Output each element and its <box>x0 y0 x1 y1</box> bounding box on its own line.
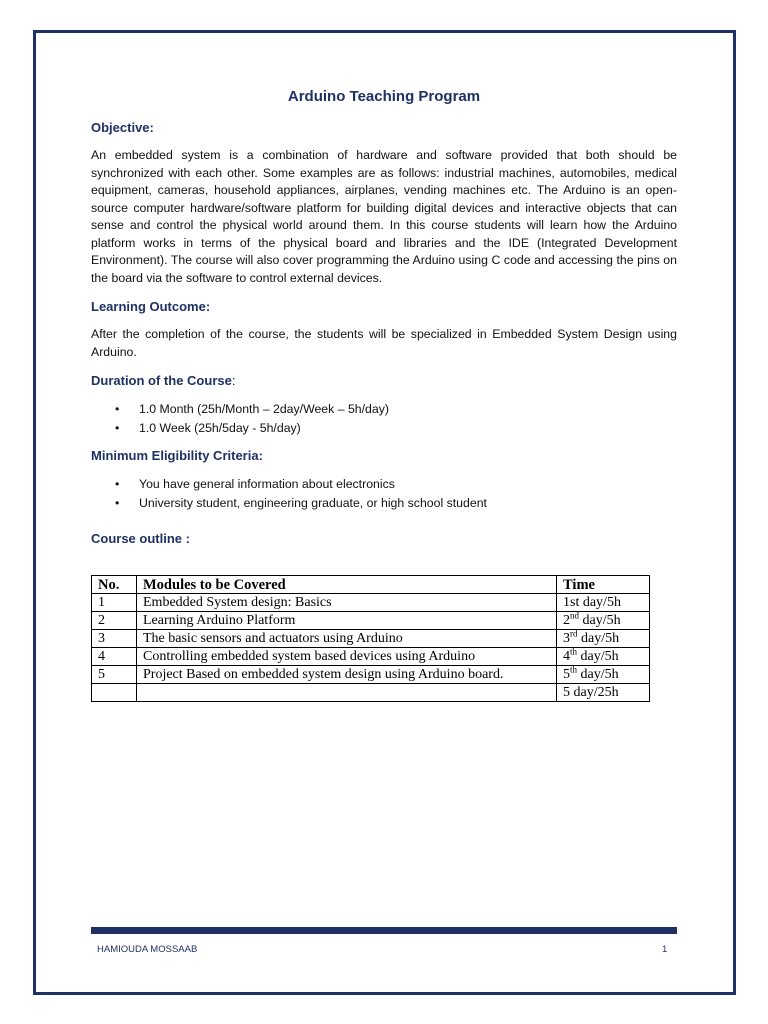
duration-heading-colon: : <box>231 373 236 388</box>
time-number: 2 <box>563 612 570 628</box>
cell-time <box>557 594 650 612</box>
table-row-total <box>92 684 650 702</box>
duration-heading <box>91 373 235 388</box>
time-rest: day/5h <box>579 594 621 610</box>
bullet-icon: • <box>115 495 120 510</box>
column-header-time: Time <box>557 576 650 594</box>
cell-module: Embedded System design: Basics <box>137 594 557 612</box>
time-number: 1st <box>563 594 580 610</box>
list-item <box>115 419 389 438</box>
cell-no: 2 <box>92 612 137 630</box>
cell-time-total <box>557 684 650 702</box>
duration-item-text: 1.0 Week (25h/5day - 5h/day) <box>139 420 301 435</box>
learning-outcome-heading: Learning Outcome: <box>91 299 211 314</box>
time-number: 4 <box>563 648 570 664</box>
footer-author: HAMIOUDA MOSSAAB <box>97 944 198 955</box>
footer-divider <box>91 927 677 934</box>
cell-no: 5 <box>92 666 137 684</box>
list-item <box>115 494 487 513</box>
cell-time <box>557 627 650 648</box>
list-item <box>115 475 487 494</box>
course-outline-table <box>91 575 650 702</box>
table-row <box>92 630 650 648</box>
page-number: 1 <box>662 944 668 955</box>
duration-heading-label: Duration of the Course <box>91 373 232 388</box>
learning-outcome-text: After the completion of the course, the students will be specialized in Embedded System Design using Arduino. <box>91 327 677 359</box>
time-suffix: nd <box>570 609 579 620</box>
table-row <box>92 594 650 612</box>
cell-no: 4 <box>92 648 137 666</box>
column-header-no: No. <box>92 576 137 594</box>
objective-text: An embedded system is a combination of hardware and software provided that both should be synchronized with each other. Some examples are as follows: industrial machines, automobiles, medical equipment, cameras, household appliances, airplanes, vending machines etc. The Arduino is an open-source computer hardware/software platform for building digital devices and interactive objects that can sense and control the physical world around them. In this course students will learn how the Arduino platform works in terms of the physical board and libraries and the IDE (Integrated Development Environment). The course will also cover programming the Arduino using C code and accessing the pins on the board via the software to control external devices. <box>91 148 677 285</box>
table-row <box>92 612 650 630</box>
cell-module: Controlling embedded system based devices using Arduino <box>137 648 557 666</box>
duration-list <box>115 400 389 437</box>
time-suffix: rd <box>570 627 578 638</box>
time-number: 3 <box>563 630 570 646</box>
cell-module: The basic sensors and actuators using Arduino <box>137 630 557 648</box>
cell-module <box>137 684 557 702</box>
cell-time <box>557 609 650 630</box>
duration-item-text: 1.0 Month (25h/Month – 2day/Week – 5h/day) <box>139 402 389 416</box>
time-rest: day/5h <box>577 648 619 664</box>
objective-heading: Objective: <box>91 120 154 135</box>
time-suffix: th <box>570 645 578 656</box>
time-rest: day/5h <box>579 612 621 628</box>
list-item <box>115 400 389 419</box>
bullet-icon: • <box>115 477 120 491</box>
cell-no: 3 <box>92 630 137 648</box>
column-header-modules: Modules to be Covered <box>137 576 557 594</box>
cell-module: Project Based on embedded system design using Arduino board. <box>137 666 557 684</box>
time-number: 5 <box>563 666 570 682</box>
time-rest: day/5h <box>577 630 620 646</box>
cell-time <box>557 645 650 666</box>
time-number: 5 day/25h <box>563 684 619 700</box>
cell-module: Learning Arduino Platform <box>137 612 557 630</box>
table-header-row <box>92 576 650 594</box>
eligibility-item-text: University student, engineering graduate, or high school student <box>139 495 487 510</box>
document-title: Arduino Teaching Program <box>287 88 481 105</box>
bullet-icon: • <box>115 402 120 416</box>
eligibility-item-text: You have general information about electronics <box>139 477 395 491</box>
course-outline-heading: Course outline : <box>91 531 190 546</box>
cell-time <box>557 663 650 684</box>
bullet-icon: • <box>115 420 120 435</box>
table-row <box>92 666 650 684</box>
cell-no <box>92 684 137 702</box>
time-suffix: th <box>570 663 578 674</box>
table-row <box>92 648 650 666</box>
cell-no: 1 <box>92 594 137 612</box>
eligibility-heading: Minimum Eligibility Criteria: <box>91 448 263 463</box>
eligibility-list <box>115 475 487 512</box>
time-rest: day/5h <box>577 666 619 682</box>
